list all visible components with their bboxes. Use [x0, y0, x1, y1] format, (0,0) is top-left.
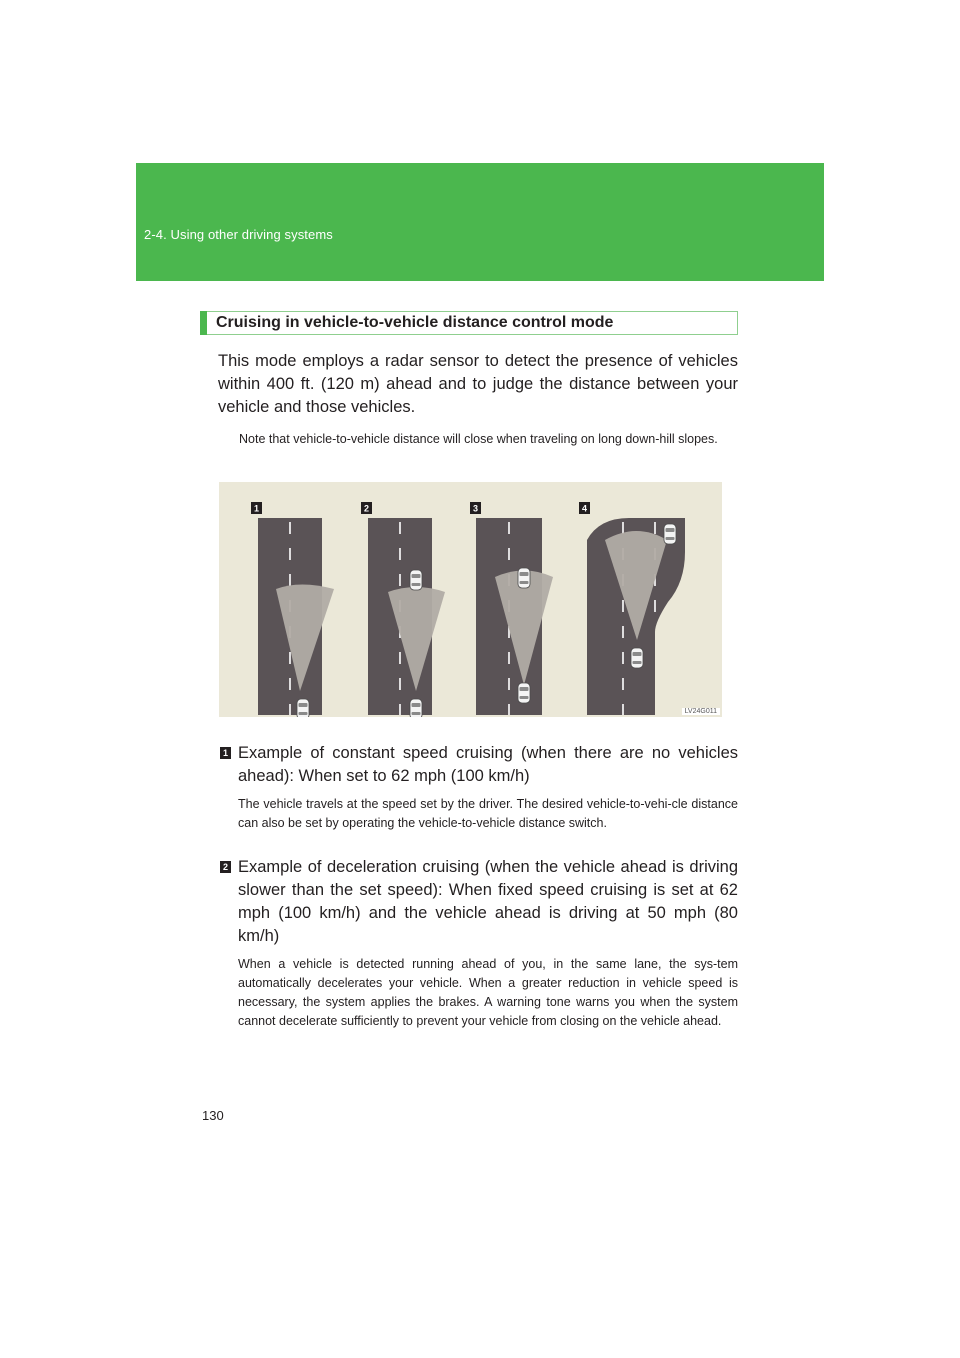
intro-paragraph: This mode employs a radar sensor to detect the presence of vehicles within 400 ft. (120 m) ahead and to judge the distance between your vehicle and those vehicles.: [218, 352, 738, 416]
item-1-marker: 1: [220, 747, 231, 759]
panel-2-marker: [361, 502, 372, 514]
heading-title: Cruising in vehicle-to-vehicle distance control mode: [216, 314, 614, 331]
item-deceleration: [220, 856, 738, 1031]
panel-3-marker-label: 3: [472, 503, 479, 514]
item-constant-speed: [220, 742, 738, 833]
panel-3-marker: [470, 502, 481, 514]
item-2-marker: 2: [220, 861, 231, 873]
figure-code: LV24G011: [682, 708, 720, 715]
panel-4-marker: [579, 502, 590, 514]
section-heading: [200, 311, 738, 335]
heading-accent: [200, 311, 207, 335]
header-band: [136, 163, 824, 281]
page-number: 130: [202, 1108, 224, 1123]
item-2-title: Example of deceleration cruising (when the vehicle ahead is driving slower than the set speed): When fixed speed cruising is set at 62 mph (100 km/h) and the vehicle ahead is driving at 50 mph (80 km/h): [238, 858, 738, 945]
item-2-body: When a vehicle is detected running ahead of you, in the same lane, the sys-tem automatically decelerates your vehicle. When a greater reduction in vehicle speed is necessary, the system applies the brakes. A warning tone warns you when the system cannot decelerate sufficiently to prevent your vehicle from closing on the vehicle ahead.: [238, 957, 738, 1028]
panel-1-marker-label: 1: [253, 503, 260, 514]
road-diagram: [219, 482, 722, 717]
panel-3-scene: [476, 518, 553, 715]
section-title: 2-4. Using other driving systems: [144, 227, 333, 242]
panel-4-marker-label: 4: [581, 503, 588, 514]
note-paragraph: Note that vehicle-to-vehicle distance will close when traveling on long down-hill slopes.: [239, 432, 718, 446]
item-1-body: The vehicle travels at the speed set by the driver. The desired vehicle-to-vehi-cle distance can also be set by operating the vehicle-to-vehicle distance switch.: [238, 797, 738, 830]
item-1-title: Example of constant speed cruising (when there are no vehicles ahead): When set to 62 mph (100 km/h): [238, 744, 738, 785]
panel-1-marker: [251, 502, 262, 514]
radar-cruise-illustration: [219, 482, 722, 717]
panel-4-scene: [587, 518, 685, 715]
panel-2-marker-label: 2: [363, 503, 370, 514]
panel-2-scene: [368, 518, 445, 717]
panel-1-scene: [258, 518, 334, 717]
